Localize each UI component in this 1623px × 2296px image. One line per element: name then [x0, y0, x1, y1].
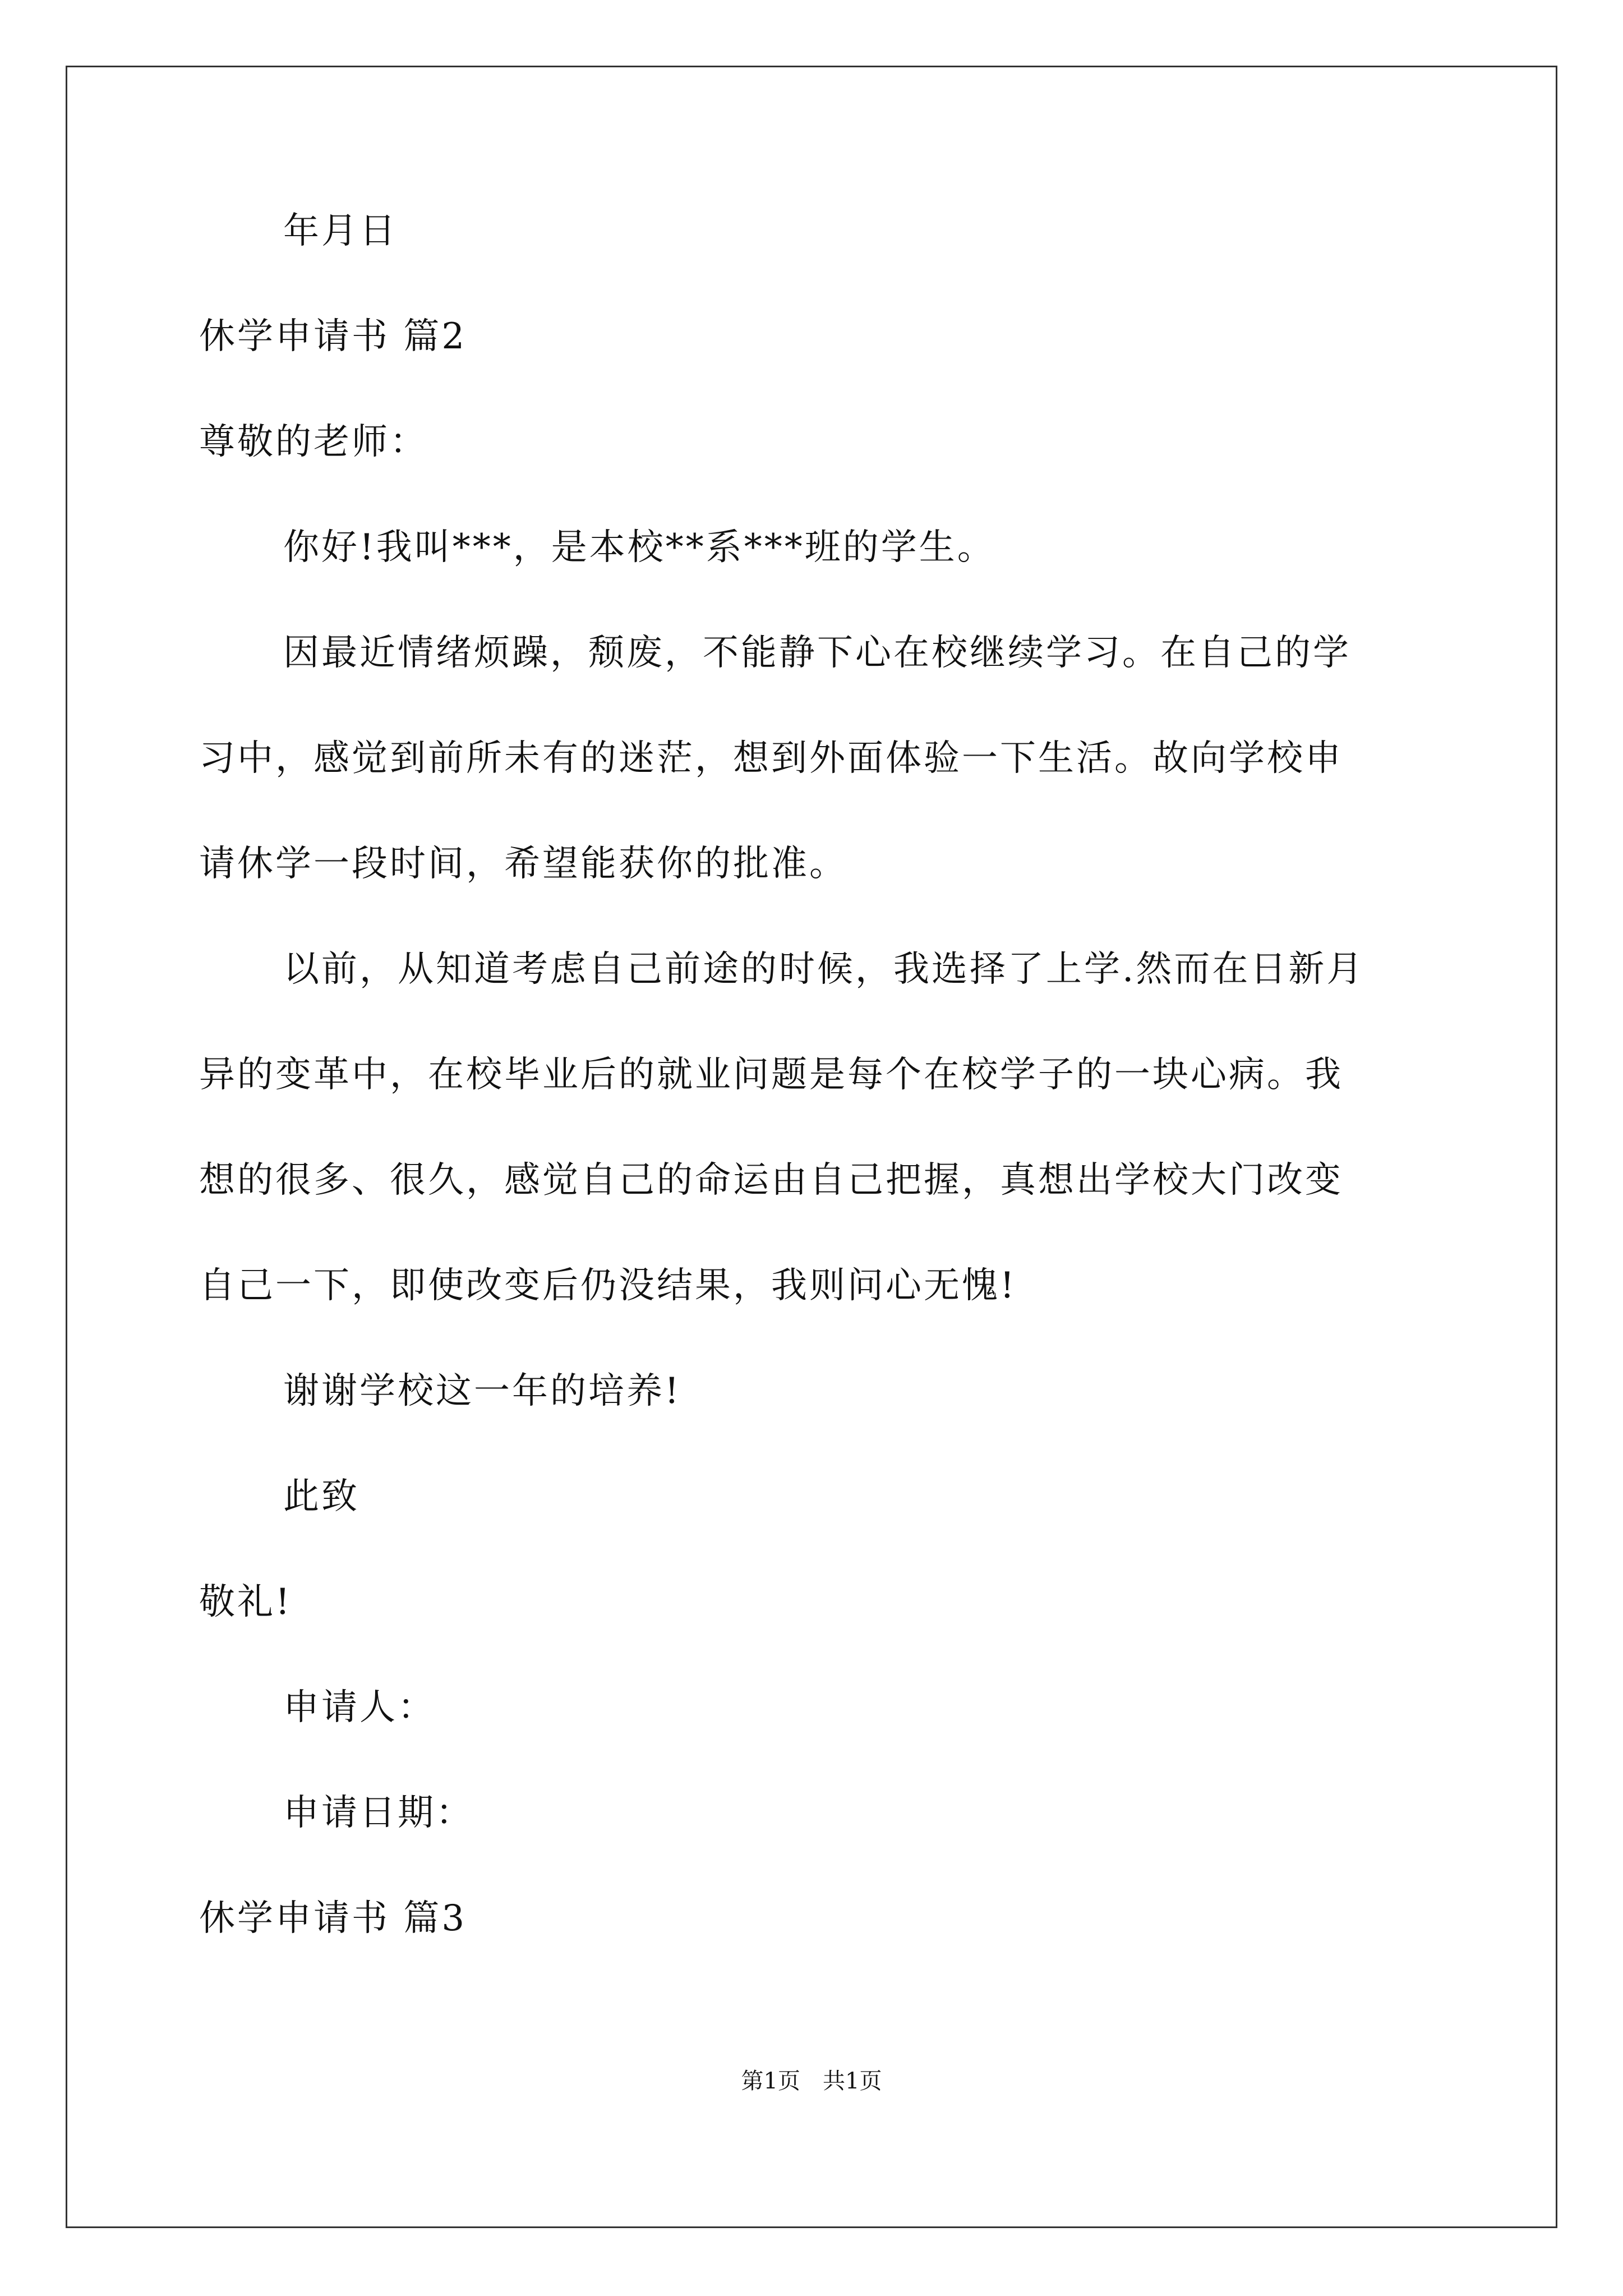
applicant-line: 申请人： [283, 1687, 436, 1728]
paragraph-line: 想的很多、很久，感觉自己的命运由自己把握，真想出学校大门改变 [199, 1159, 1343, 1201]
regards-line: 敬礼! [199, 1581, 292, 1623]
paragraph-line: 以前，从知道考虑自己前途的时候，我选择了上学.然而在日新月 [283, 949, 1365, 990]
paragraph-line: 你好!我叫***，是本校**系***班的学生。 [283, 527, 995, 568]
paragraph-line: 请休学一段时间，希望能获你的批准。 [199, 843, 847, 885]
application-date-line: 申请日期： [283, 1792, 474, 1834]
date-line: 年月日 [283, 210, 398, 252]
paragraph-line: 异的变革中，在校毕业后的就业问题是每个在校学子的一块心病。我 [199, 1054, 1343, 1096]
page-footer [0, 2070, 1623, 2092]
paragraph-line: 自己一下，即使改变后仍没结果，我则问心无愧! [199, 1265, 1017, 1306]
closing-line: 此致 [283, 1476, 359, 1517]
section-heading-2: 休学申请书 篇2 [199, 316, 467, 357]
document-body [199, 210, 1433, 2006]
salutation: 尊敬的老师： [199, 421, 428, 463]
page-total: 共1页 [823, 2068, 882, 2094]
thanks-line: 谢谢学校这一年的培养! [283, 1370, 681, 1412]
section-heading-3: 休学申请书 篇3 [199, 1898, 467, 1939]
paragraph-line: 习中，感觉到前所未有的迷茫，想到外面体验一下生活。故向学校申 [199, 738, 1343, 779]
page-number: 第1页 [741, 2068, 800, 2094]
paragraph-line: 因最近情绪烦躁，颓废，不能静下心在校继续学习。在自己的学 [283, 632, 1351, 674]
